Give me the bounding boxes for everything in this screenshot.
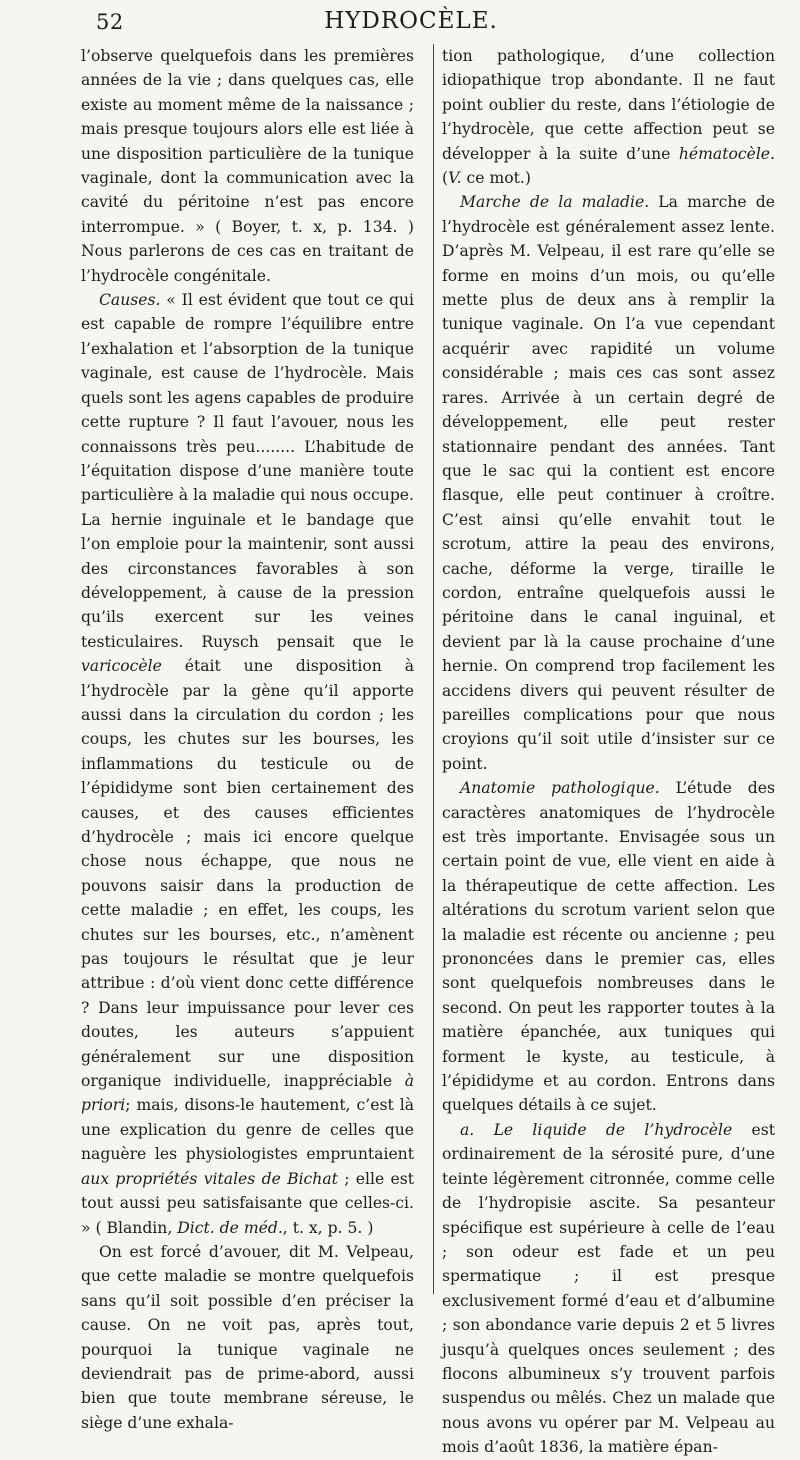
left-column [81, 44, 414, 1435]
paragraph-liquide: a. Le liquide de l’hydrocèle est ordinairement de la sérosité pure, d’une teinte légèrement citronnée, comme celle de l’hydropisie ascite. Sa pesanteur spécifique est supérieure à celle de l’eau ; son odeur est fade et un peu spermatique ; il est presque exclusivement formé d’eau et d’albumine ; son abondance varie depuis 2 et 5 livres jusqu’à quelques onces seulement ; des flocons albumineux s’y trouvent parfois suspendus ou mêlés. Chez un malade que nous avons vu opérer par M. Velpeau au mois d’août 1836, la matière épan- [442, 1120, 775, 1457]
running-head: HYDROCÈLE. [324, 8, 498, 34]
page-header [96, 6, 726, 42]
subsection-label-liquide: Le liquide de l’hydrocèle [493, 1120, 733, 1139]
section-label-causes: Causes. [99, 291, 161, 310]
paragraph-marche: Marche de la maladie. La marche de l’hydrocèle est généralement assez lente. D’après M. Velpeau, il est rare qu’elle se forme en moins d’un mois, ou qu’elle mette plus de deux ans à remplir la tunique vaginale. On l’a vue cependant acquérir avec rapidité un volume considérable ; mais ces cas sont assez rares. Arrivée à un certain degré de développement, elle peut rester stationnaire pendant des années. Tant que le sac qui la contient est encore flasque, elle peut continuer à croître. C’est ainsi qu’elle envahit tout le scrotum, attire la peau des environs, cache, déforme la verge, tiraille le cordon, entraîne quelquefois aussi le péritoine dans le canal inguinal, et devient par là la cause prochaine d’une hernie. On comprend trop facilement les accidens divers qui peuvent résulter de pareilles complications pour que nous croyions qu’il soit utile d’insister sur ce point. [442, 193, 775, 773]
term-varicocele: varicocèle [81, 657, 162, 676]
citation-dict: Dict. de méd. [177, 1218, 283, 1237]
paragraph-causes: Causes. « Il est évident que tout ce qui est capable de rompre l’équilibre entre l’exhalation et l’absorption de la tunique vaginale, est cause de l’hydrocèle. Mais quels sont les agens capables de produire cette rupture ? Il faut l’avouer, nous les connaissons très peu........ L’habitude de l’équitation dispose d’une manière toute particulière à la maladie qui nous occupe. La hernie inguinale et le bandage que l’on emploie pour la maintenir, sont aussi des circonstances favorables à son développement, à cause de la pression qu’ils exercent sur les veines testiculaires. Ruysch pensait que le varicocèle était une disposition à l’hydrocèle par la gène qu’il apporte aussi dans la circulation du cordon ; les coups, les chutes sur les bourses, les inflammations du testicule ou de l’épididyme sont bien certainement des causes, et des causes efficientes d’hydrocèle ; mais ici encore quelque chose nous échappe, que nous ne pouvons saisir dans la production de cette maladie ; en effet, les coups, les chutes sur les bourses, etc., n’amènent pas toujours le résultat que je leur attribue : d’où vient donc cette différence ? Dans leur impuissance pour lever ces doutes, les auteurs s’appuient généralement sur une disposition organique individuelle, inappréciable à priori; mais, disons-le hautement, c’est là une explication du genre de celles que naguère les physiologistes empruntaient aux propriétés vitales de Bichat ; elle est tout aussi peu satisfaisante que celles-ci. » ( Blandin, Dict. de méd., t. x, p. 5. ) [81, 291, 414, 1237]
item-label-a: a. [460, 1120, 475, 1139]
term-a-priori: à priori [81, 1072, 414, 1115]
term-proprietes: aux propriétés vitales de Bichat [81, 1169, 338, 1188]
paragraph: On est forcé d’avouer, dit M. Velpeau, que cette maladie se montre quelquefois sans qu’il soit possible d’en préciser la cause. On ne voit pas, après tout, pourquoi la tunique vaginale ne deviendrait pas de prime-abord, aussi bien que toute membrane séreuse, le siège d’une exhala- [81, 1242, 414, 1432]
section-label-marche: Marche de la maladie. [460, 193, 650, 212]
page-number: 52 [96, 10, 124, 34]
section-label-anatomie: Anatomie pathologique. [460, 779, 660, 798]
paragraph: tion pathologique, d’une collection idiopathique trop abondante. Il ne faut point oublier du reste, dans l’étiologie de l’hydrocèle, que cette affection peut se développer à la suite d’une hématocèle. (V. ce mot.) [442, 47, 775, 188]
paragraph-anatomie: Anatomie pathologique. L’étude des caractères anatomiques de l’hydrocèle est très importante. Envisagée sous un certain point de vue, elle vient en aide à la thérapeutique de cette affection. Les altérations du scrotum varient selon que la maladie est récente ou ancienne ; peu prononcées dans le premier cas, elles sont quelquefois nombreuses dans le second. On peut les rapporter toutes à la matière épanchée, aux tuniques qui forment le kyste, au testicule, à l’épididyme et au cordon. Entrons dans quelques détails à ce sujet. [442, 779, 775, 1115]
term-hematocele: hématocèle [678, 144, 771, 163]
right-column [442, 44, 775, 1460]
paragraph: l’observe quelquefois dans les premières années de la vie ; dans quelques cas, elle existe au moment même de la naissance ; mais presque toujours alors elle est liée à une disposition particulière de la tunique vaginale, dont la communication avec la cavité du péritoine n’est pas encore interrompue. » ( Boyer, t. x, p. 134. ) Nous parlerons de ces cas en traitant de l’hydrocèle congénitale. [81, 47, 414, 285]
